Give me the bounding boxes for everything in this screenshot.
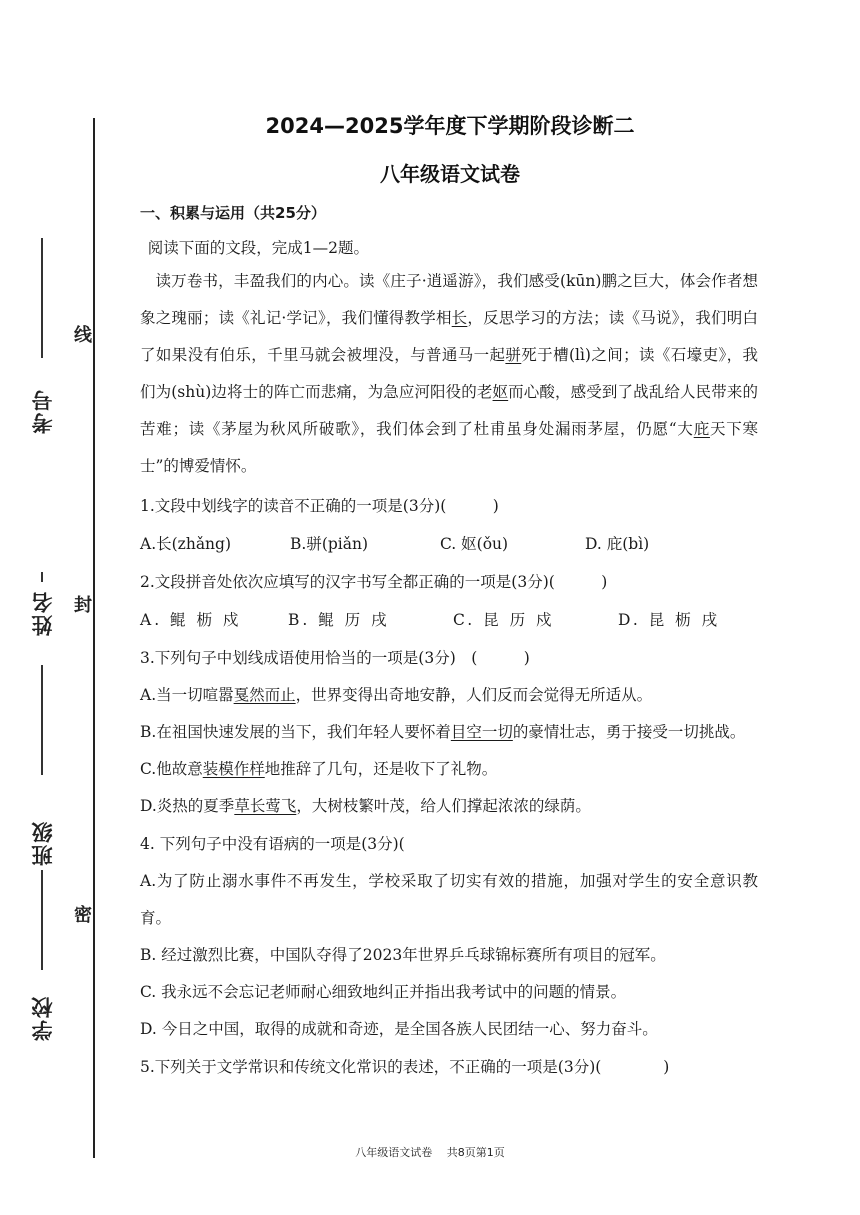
question-3-option-a: A.当一切喧嚣戛然而止，世界变得出奇地安静，人们反而会觉得无所适从。 bbox=[140, 686, 653, 704]
school-label: 学校 bbox=[31, 995, 55, 1041]
class-rule bbox=[41, 665, 43, 775]
exam-content bbox=[140, 200, 758, 1086]
name-rule bbox=[41, 572, 43, 582]
reading-passage: 读万卷书，丰盈我们的内心。读《庄子·逍遥游》，我们感受(kūn)鹏之巨大，体会作者想象之瑰丽；读《礼记·学记》，我们懂得教学相长，反思学习的方法；读《马说》，我们明白了如果没有伯乐，千里马就会被埋没，与普通马一起骈死于槽(lì)之间；读《石壕吏》，我们为(shù)边将士的阵亡而悲痛，为急应河阳役的老妪而心酸，感受到了战乱给人民带来的苦难；读《茅屋为秋风所破歌》，我们体会到了杜甫虽身处漏雨茅屋，仍愿“大庇天下寒士”的博爱情怀。 bbox=[140, 272, 758, 475]
school-rule bbox=[41, 870, 43, 970]
exam-title: 2024—2025学年度下学期阶段诊断二 bbox=[265, 114, 635, 138]
option-b: B.骈(piǎn) bbox=[290, 535, 369, 553]
option-c: C. 昆 历 戍 bbox=[453, 611, 555, 629]
question-3-option-c: C.他故意装模作样地推辞了几句，还是收下了礼物。 bbox=[140, 760, 498, 778]
question-4-option-b: B. 经过激烈比赛，中国队夺得了2023年世界乒乓球锦标赛所有项目的冠军。 bbox=[140, 946, 666, 964]
section-heading: 一、积累与运用（共25分） bbox=[140, 204, 326, 222]
question-3-option-b: B.在祖国快速发展的当下，我们年轻人要怀着目空一切的豪情壮志，勇于接受一切挑战。 bbox=[140, 723, 746, 741]
question-4-stem: 4. 下列句子中没有语病的一项是(3分)( bbox=[140, 835, 405, 853]
question-4-option-a: A.为了防止溺水事件不再发生，学校采取了切实有效的措施，加强对学生的安全意识教育。 bbox=[140, 872, 758, 927]
option-a: A.长(zhǎng) bbox=[140, 535, 232, 553]
option-d: D. 庇(bì) bbox=[585, 535, 650, 553]
question-2-options bbox=[140, 601, 758, 639]
reading-instruction: 阅读下面的文段，完成1—2题。 bbox=[147, 239, 369, 257]
question-3-option-d: D.炎热的夏季草长莺飞，大树枝繁叶茂，给人们撑起浓浓的绿荫。 bbox=[140, 797, 591, 815]
underlined-idiom: 戛然而止 bbox=[233, 686, 296, 704]
question-4-option-c: C. 我永远不会忘记老师耐心细致地纠正并指出我考试中的问题的情景。 bbox=[140, 983, 627, 1001]
option-d: D. 昆 枥 戌 bbox=[618, 611, 721, 629]
exam-no-rule bbox=[41, 238, 43, 358]
question-1-options bbox=[140, 525, 758, 563]
option-a: A. 鲲 枥 戍 bbox=[140, 611, 242, 629]
question-5-stem: 5.下列关于文学常识和传统文化常识的表述，不正确的一项是(3分)( ) bbox=[140, 1058, 670, 1076]
line-word: 线 bbox=[71, 325, 92, 343]
page-footer: 八年级语文试卷 共8页第1页 bbox=[355, 1146, 505, 1159]
option-b: B. 鲲 历 戌 bbox=[288, 611, 390, 629]
name-label: 姓名 bbox=[31, 590, 55, 636]
exam-no-label: 考号 bbox=[31, 388, 55, 434]
underlined-char: 庇 bbox=[693, 420, 710, 438]
option-c: C. 妪(ǒu) bbox=[440, 535, 509, 553]
underlined-idiom: 草长莺飞 bbox=[234, 797, 297, 815]
question-3-stem: 3.下列句子中划线成语使用恰当的一项是(3分) ( ) bbox=[140, 649, 530, 667]
underlined-char: 长 bbox=[451, 309, 468, 327]
seal-word: 封 bbox=[71, 595, 92, 613]
question-2-stem: 2.文段拼音处依次应填写的汉字书写全都正确的一项是(3分)( ) bbox=[140, 573, 608, 591]
class-label: 班级 bbox=[31, 820, 55, 866]
question-4-option-d: D. 今日之中国，取得的成就和奇迹，是全国各族人民团结一心、努力奋斗。 bbox=[140, 1020, 658, 1038]
exam-subtitle: 八年级语文试卷 bbox=[380, 162, 520, 186]
underlined-idiom: 目空一切 bbox=[450, 723, 513, 741]
underlined-char: 妪 bbox=[492, 383, 509, 401]
underlined-char: 骈 bbox=[505, 346, 522, 364]
binding-line bbox=[93, 118, 95, 1158]
underlined-idiom: 装模作样 bbox=[202, 760, 265, 778]
question-1-stem: 1.文段中划线字的读音不正确的一项是(3分)( ) bbox=[140, 497, 499, 515]
dense-word: 密 bbox=[71, 905, 92, 923]
